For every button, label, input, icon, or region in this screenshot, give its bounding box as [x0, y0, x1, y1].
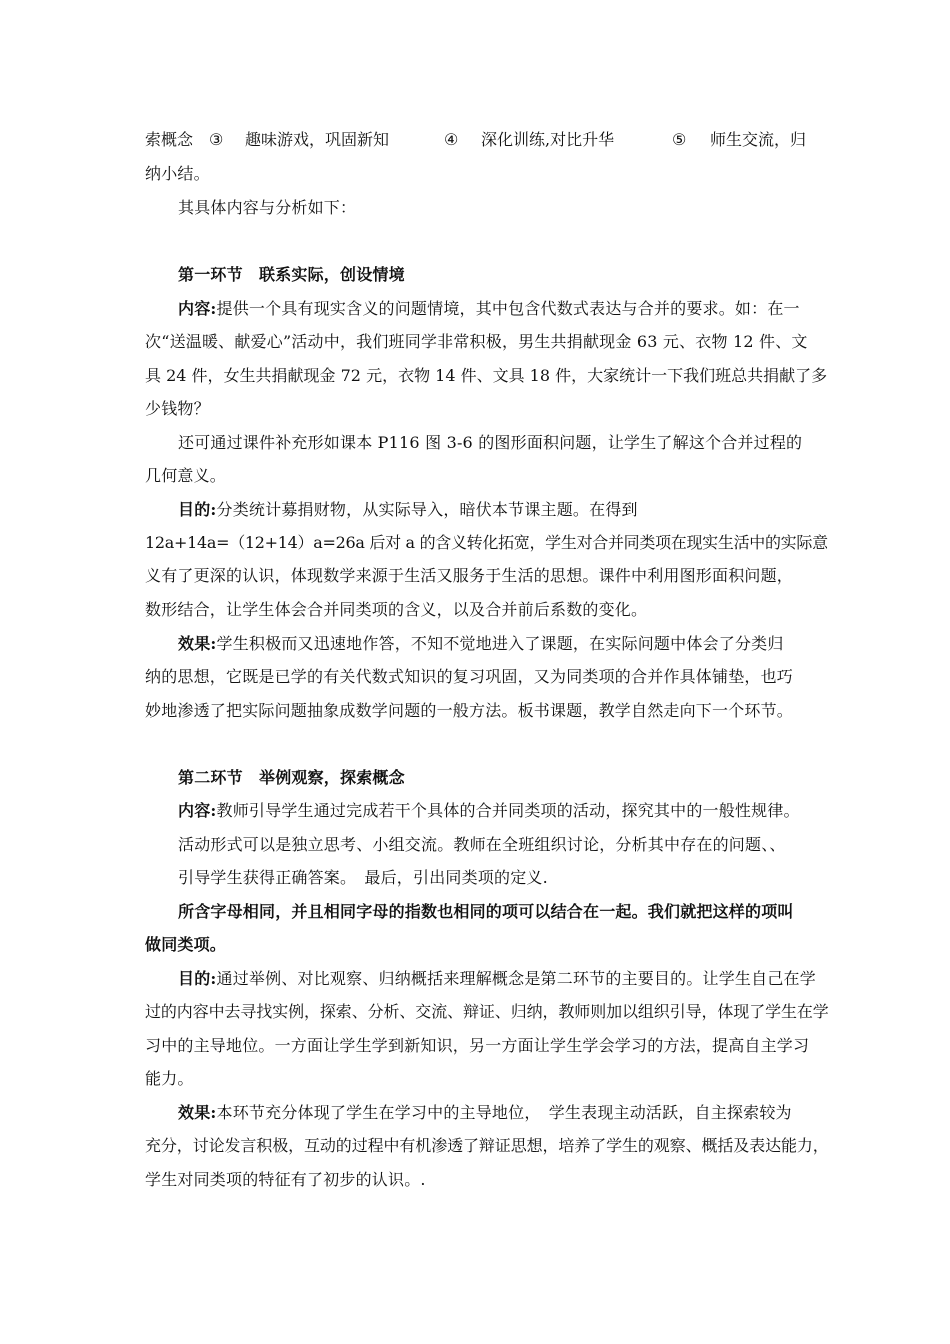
section1-extra-line1: 还可通过课件补充形如课本 P116 图 3-6 的图形面积问题，让学生了解这个合并过程的 — [178, 433, 803, 452]
section2-heading: 第二环节 举例观察，探索概念 — [178, 768, 405, 787]
step-4-marker: ④ — [444, 130, 459, 149]
goal-label: 目的: — [178, 969, 217, 988]
step-5-text: 师生交流，归 — [710, 130, 807, 149]
definition-line2: 做同类项。 — [145, 935, 227, 954]
steps-part1: 索概念 — [145, 130, 194, 149]
section1-content-line4: 少钱物？ — [145, 399, 210, 418]
section2-goal-line2: 过的内容中去寻找实例，探索、分析、交流、辩证、归纳，教师则加以组织引导，体现了学生在学 — [145, 1002, 829, 1021]
section1-extra-line2: 几何意义。 — [145, 466, 227, 485]
section2-effect-line2: 充分，讨论发言积极，互动的过程中有机渗透了辩证思想，培养了学生的观察、概括及表达能力， — [145, 1136, 829, 1155]
goal-label: 目的: — [178, 500, 217, 519]
section2-goal-line3: 习中的主导地位。一方面让学生学到新知识，另一方面让学生学会学习的方法，提高自主学习 — [145, 1036, 810, 1055]
content-label: 内容: — [178, 801, 217, 820]
step-4-text: 深化训练,对比升华 — [481, 130, 615, 149]
steps-continuation: 纳小结。 — [145, 164, 210, 183]
effect-label: 效果: — [178, 634, 217, 653]
section2-goal-line1: 目的:通过举例、对比观察、归纳概括来理解概念是第二环节的主要目的。让学生自己在学 — [178, 969, 816, 988]
step-3-marker: ③ — [209, 130, 224, 149]
section1-content-line3: 具 24 件，女生共捐献现金 72 元，衣物 14 件、文具 18 件，大家统计一下我们班总共捐献了多 — [145, 366, 828, 385]
effect-label: 效果: — [178, 1103, 217, 1122]
section1-content-line2: 次“送温暖、献爱心”活动中，我们班同学非常积极，男生共捐献现金 63 元、衣物 12 件、文 — [145, 332, 808, 351]
section2-goal-line4: 能力。 — [145, 1069, 194, 1088]
step-3-text: 趣味游戏，巩固新知 — [245, 130, 390, 149]
section2-effect-line3: 学生对同类项的特征有了初步的认识。. — [145, 1170, 426, 1189]
section1-heading: 第一环节 联系实际，创设情境 — [178, 265, 405, 284]
section1-effect-line1: 效果:学生积极而又迅速地作答，不知不觉地进入了课题，在实际问题中体会了分类归 — [178, 634, 784, 653]
section2-content-line2: 活动形式可以是独立思考、小组交流。教师在全班组织讨论，分析其中存在的问题、、 — [178, 835, 786, 854]
section2-content-line1: 内容:教师引导学生通过完成若干个具体的合并同类项的活动，探究其中的一般性规律。 — [178, 801, 800, 820]
section1-goal-line2: 12a+14a=（12+14）a=26a 后对 a 的含义转化拓宽，学生对合并同类项在现实生活中的实际意 — [145, 533, 828, 552]
section1-goal-line1: 目的:分类统计募捐财物，从实际导入，暗伏本节课主题。在得到 — [178, 500, 638, 519]
step-5-marker: ⑤ — [672, 130, 687, 149]
section1-goal-line4: 数形结合，让学生体会合并同类项的含义，以及合并前后系数的变化。 — [145, 600, 648, 619]
intro-text: 其具体内容与分析如下： — [178, 198, 357, 217]
section2-effect-line1: 效果:本环节充分体现了学生在学习中的主导地位， 学生表现主动活跃，自主探索较为 — [178, 1103, 792, 1122]
section2-content-line3: 引导学生获得正确答案。 最后，引出同类项的定义. — [178, 868, 548, 887]
content-label: 内容: — [178, 299, 217, 318]
section1-goal-line3: 义有了更深的认识，体现数学来源于生活又服务于生活的思想。课件中利用图形面积问题， — [145, 566, 794, 585]
section1-effect-line2: 纳的思想，它既是已学的有关代数式知识的复习巩固，又为同类项的合并作具体铺垫，也巧 — [145, 667, 794, 686]
definition-line1: 所含字母相同，并且相同字母的指数也相同的项可以结合在一起。我们就把这样的项叫 — [178, 902, 794, 921]
section1-effect-line3: 妙地渗透了把实际问题抽象成数学问题的一般方法。板书课题，教学自然走向下一个环节。 — [145, 701, 794, 720]
section1-content-line1: 内容:提供一个具有现实含义的问题情境，其中包含代数式表达与合并的要求。如：在一 — [178, 299, 800, 318]
